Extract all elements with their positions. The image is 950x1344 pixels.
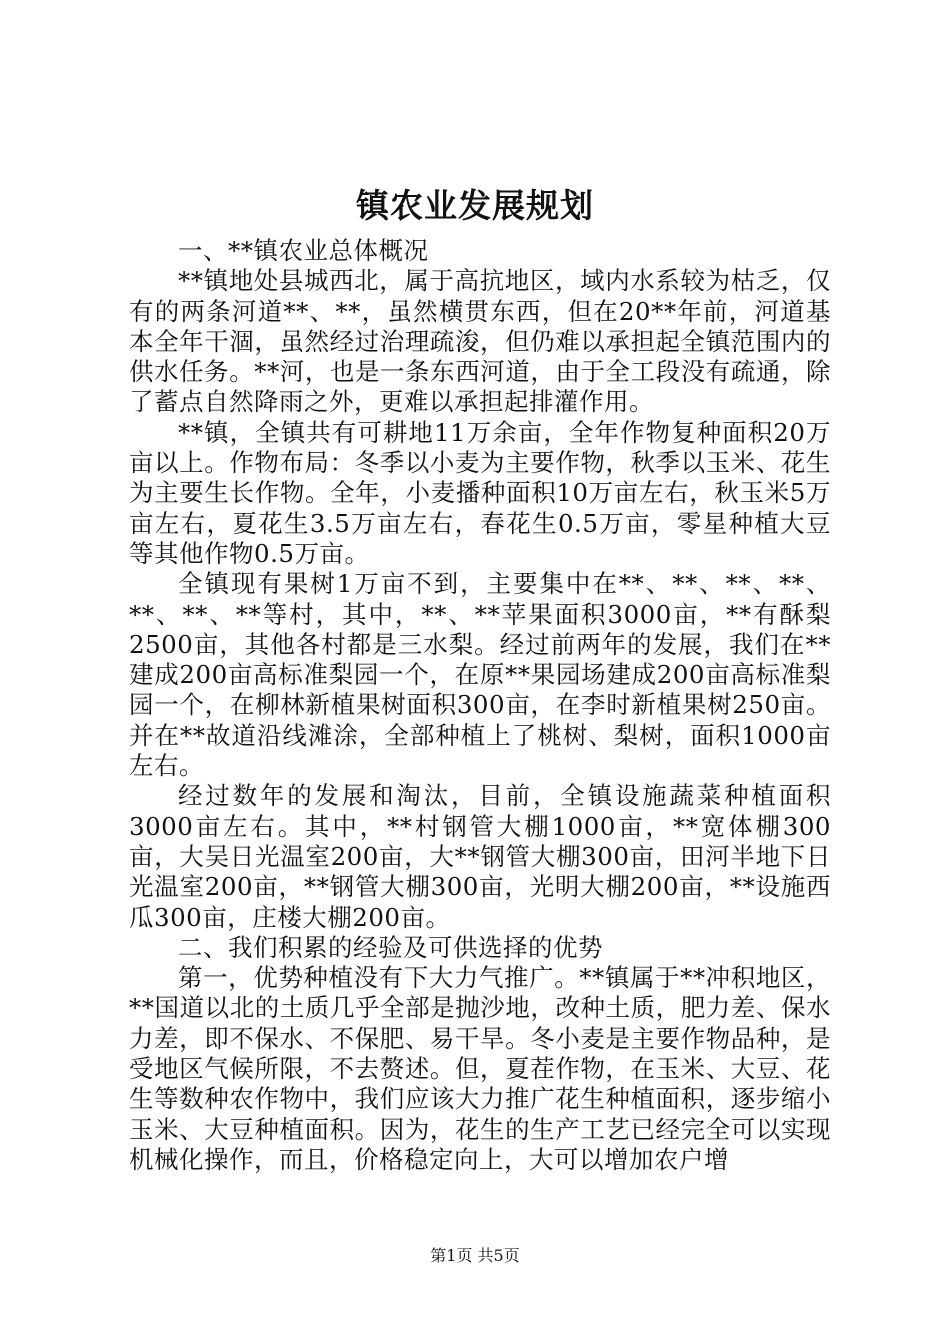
paragraph: 全镇现有果树1万亩不到，主要集中在**、**、**、**、**、**、**等村，其中，**、**苹果面积3000亩，**有酥梨2500亩，其他各村都是三水梨。经过前两年的发展，我们在**建成200亩高标准梨园一个，在原**果园场建成200亩高标准梨园一个，在柳林新植果树面积300亩，在李时新植果树250亩。并在**故道沿线滩涂，全部种植上了桃树、梨树，面积1000亩左右。 [129, 569, 831, 781]
paragraph: 经过数年的发展和淘汰，目前，全镇设施蔬菜种植面积3000亩左右。其中，**村钢管大棚1000亩，**宽体棚300亩，大吴日光温室200亩，大**钢管大棚300亩，田河半地下日光温室200亩，**钢管大棚300亩，光明大棚200亩，**设施西瓜300亩，庄楼大棚200亩。 [129, 781, 831, 932]
section-heading-2: 二、我们积累的经验及可供选择的优势 [178, 932, 603, 962]
section-heading-1: 一、**镇农业总体概况 [178, 236, 429, 265]
paragraph: **镇，全镇共有可耕地11万余亩，全年作物复种面积20万亩以上。作物布局：冬季以小麦为主要作物，秋季以玉米、花生为主要生长作物。全年，小麦播种面积10万亩左右，秋玉米5万亩左右，夏花生3.5万亩左右，春花生0.5万亩，零星种植大豆等其他作物0.5万亩。 [129, 417, 831, 568]
document-body [129, 236, 831, 1175]
paragraph: 第一，优势种植没有下大力气推广。**镇属于**冲积地区，**国道以北的土质几乎全部是抛沙地，改种土质，肥力差、保水力差，即不保水、不保肥、易干旱。冬小麦是主要作物品种，是受地区气候所限，不去赘述。但，夏茬作物，在玉米、大豆、花生等数种农作物中，我们应该大力推广花生种植面积，逐步缩小玉米、大豆种植面积。因为，花生的生产工艺已经完全可以实现机械化操作，而且，价格稳定向上，大可以增加农户增 [129, 963, 831, 1174]
document-title: 镇农业发展规划 [356, 186, 594, 225]
page-footer: 第1页 共5页 [430, 1246, 520, 1265]
paragraph: **镇地处县城西北，属于高抗地区，域内水系较为枯乏，仅有的两条河道**、**，虽然横贯东西，但在20**年前，河道基本全年干涸，虽然经过治理疏浚，但仍难以承担起全镇范围内的供水任务。**河，也是一条东西河道，由于全工段没有疏通，除了蓄点自然降雨之外，更难以承担起排灌作用。 [129, 266, 831, 417]
